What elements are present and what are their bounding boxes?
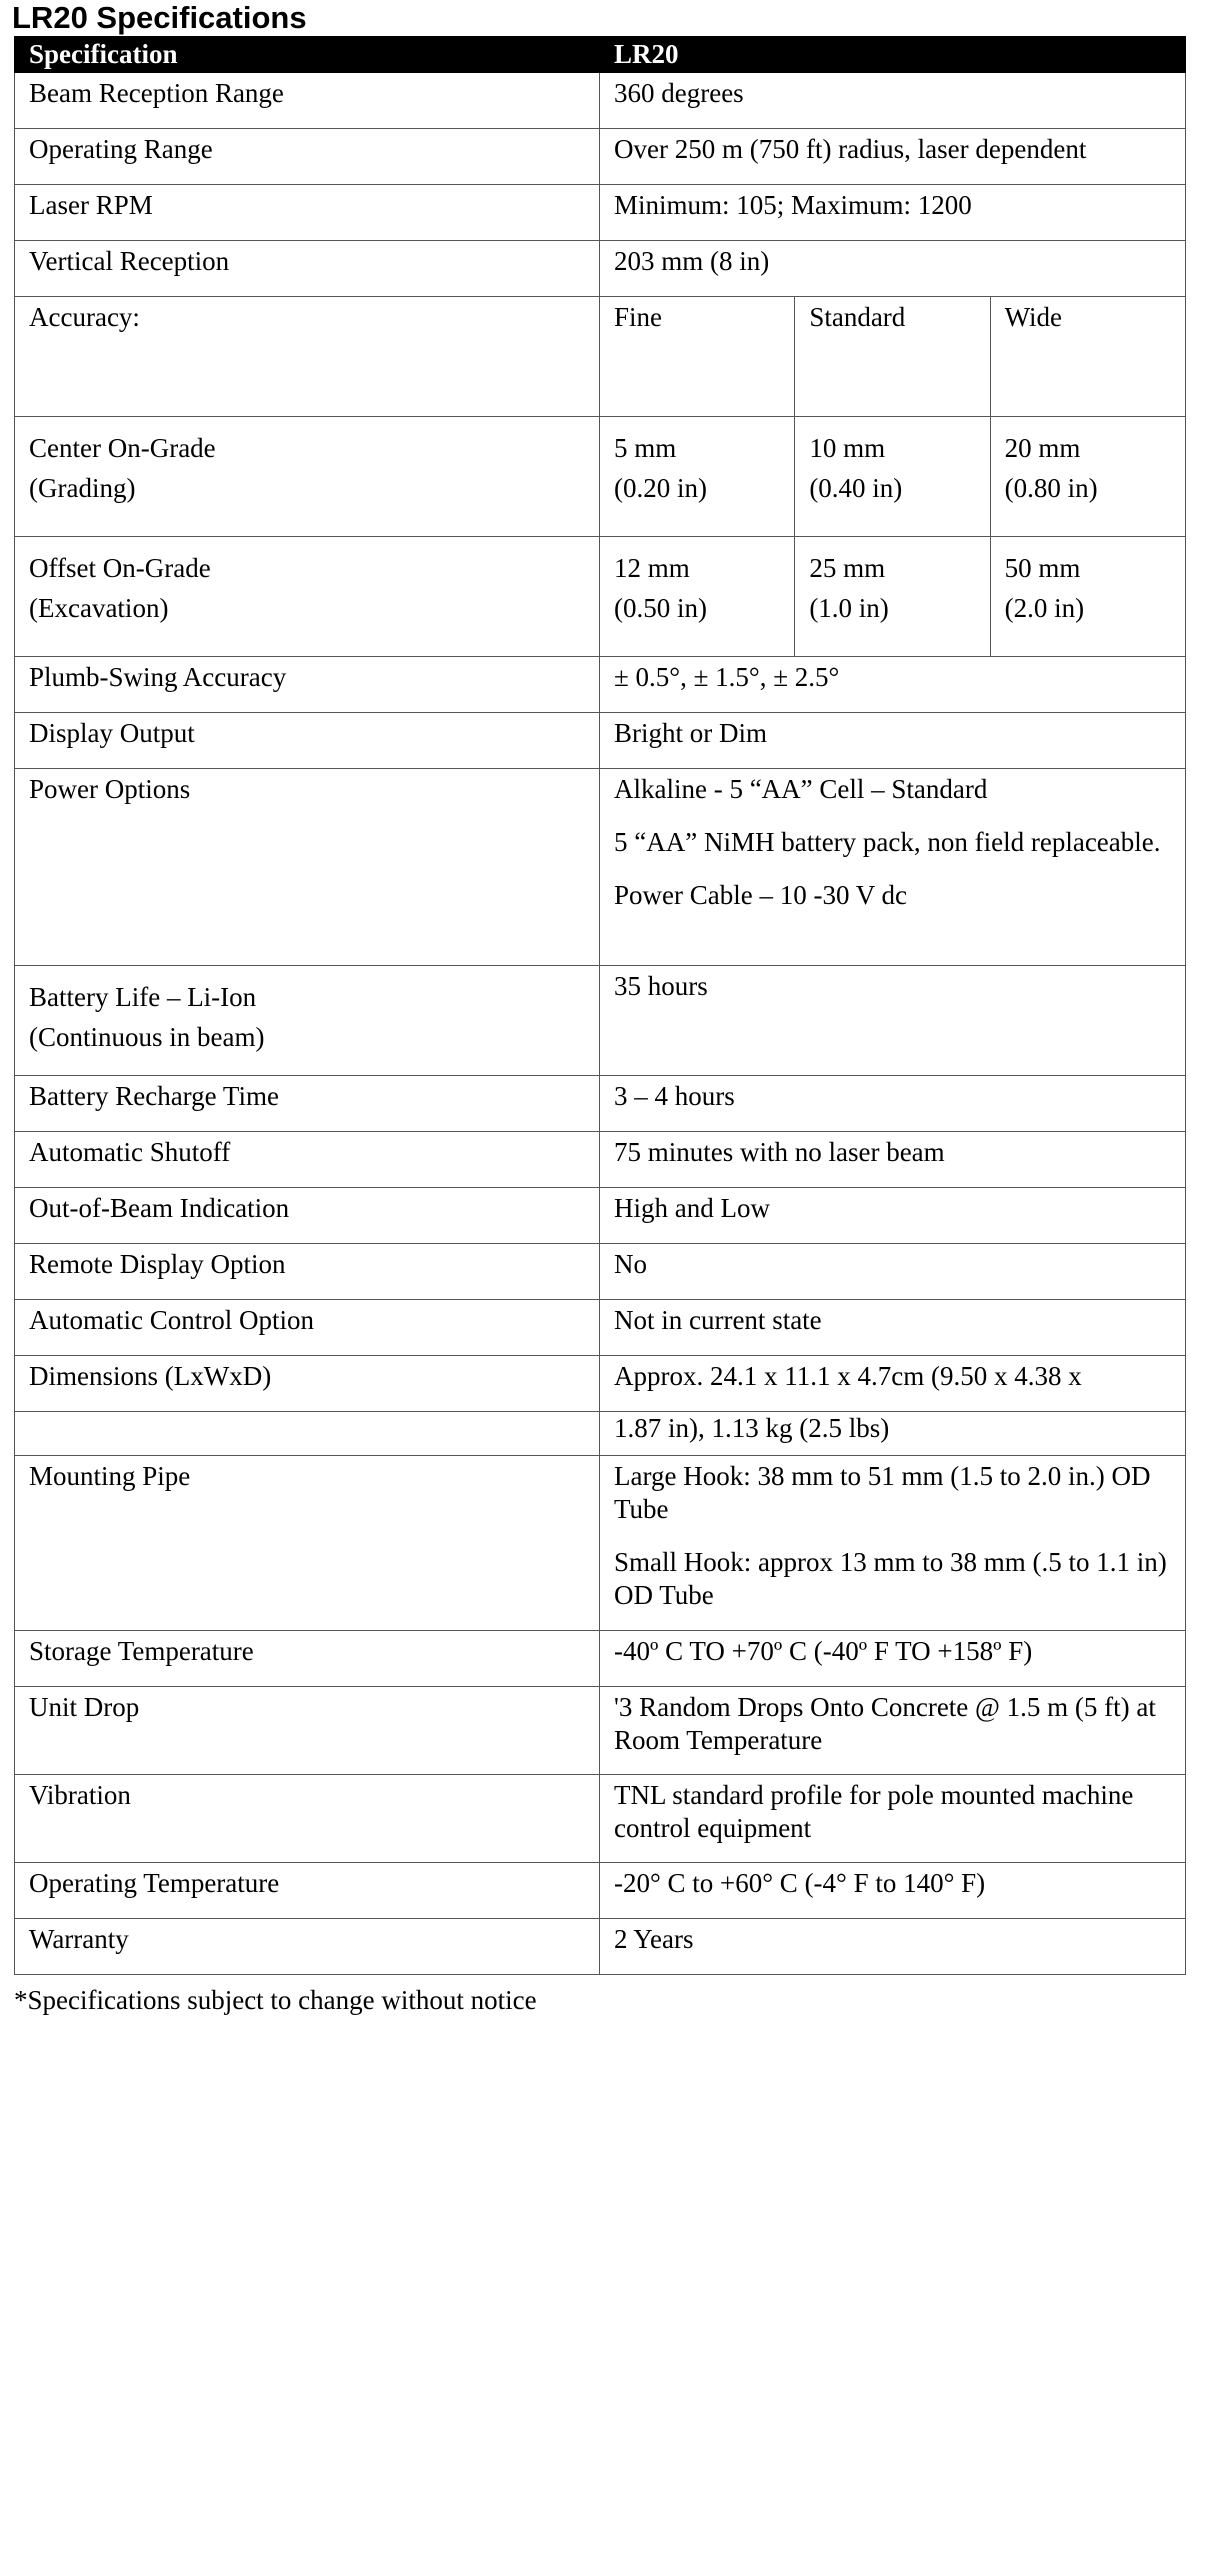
row-label: Accuracy: xyxy=(15,297,600,417)
value-paragraph: Alkaline - 5 “AA” Cell – Standard xyxy=(613,774,988,804)
table-row xyxy=(15,1356,1186,1412)
row-value: 360 degrees xyxy=(599,73,1185,129)
row-value: Not in current state xyxy=(599,1300,1185,1356)
header-lr20: LR20 xyxy=(599,37,1185,73)
label-line: Offset On-Grade xyxy=(29,553,211,583)
label-line: Center On-Grade xyxy=(29,433,216,463)
header-specification: Specification xyxy=(15,37,600,73)
row-value: 75 minutes with no laser beam xyxy=(599,1132,1185,1188)
table-row xyxy=(15,73,1186,129)
table-row xyxy=(15,1919,1186,1975)
table-row xyxy=(15,769,1186,966)
row-label: Plumb-Swing Accuracy xyxy=(15,657,600,713)
row-label xyxy=(15,537,600,657)
row-value: 2 Years xyxy=(599,1919,1185,1975)
table-row xyxy=(15,185,1186,241)
offset-standard xyxy=(795,537,990,657)
row-value: High and Low xyxy=(599,1188,1185,1244)
spec-table xyxy=(14,36,1186,1975)
row-label: Operating Range xyxy=(15,129,600,185)
row-value: 1.87 in), 1.13 kg (2.5 lbs) xyxy=(599,1412,1185,1456)
table-row xyxy=(15,297,1186,417)
row-label: Operating Temperature xyxy=(15,1863,600,1919)
value-line: 25 mm xyxy=(809,553,886,583)
accuracy-fine: Fine xyxy=(599,297,794,417)
table-row xyxy=(15,537,1186,657)
value-line: 12 mm xyxy=(613,553,690,583)
row-value: Minimum: 105; Maximum: 1200 xyxy=(599,185,1185,241)
page-title: LR20 Specifications xyxy=(12,0,307,35)
accuracy-standard: Standard xyxy=(795,297,990,417)
value-line: (1.0 in) xyxy=(809,593,889,623)
table-row xyxy=(15,1687,1186,1775)
row-label: Automatic Shutoff xyxy=(15,1132,600,1188)
table-row xyxy=(15,417,1186,537)
row-value: 203 mm (8 in) xyxy=(599,241,1185,297)
center-fine xyxy=(599,417,794,537)
row-label: Vertical Reception xyxy=(15,241,600,297)
table-row xyxy=(15,1076,1186,1132)
row-value: No xyxy=(599,1244,1185,1300)
row-label xyxy=(15,417,600,537)
table-row xyxy=(15,1188,1186,1244)
table-row xyxy=(15,1244,1186,1300)
row-label xyxy=(15,966,600,1076)
row-value: -40º C TO +70º C (-40º F TO +158º F) xyxy=(599,1631,1185,1687)
row-value: -20° C to +60° C (-4° F to 140° F) xyxy=(599,1863,1185,1919)
row-value: 35 hours xyxy=(599,966,1185,1076)
row-label: Mounting Pipe xyxy=(15,1456,600,1631)
value-line: (2.0 in) xyxy=(1004,593,1085,623)
value-line: (0.20 in) xyxy=(613,473,707,503)
row-label: Storage Temperature xyxy=(15,1631,600,1687)
value-line: (0.80 in) xyxy=(1004,473,1098,503)
row-value: ± 0.5°, ± 1.5°, ± 2.5° xyxy=(599,657,1185,713)
row-value: Bright or Dim xyxy=(599,713,1185,769)
value-line: 5 mm xyxy=(613,433,677,463)
footnote: *Specifications subject to change without notice xyxy=(14,1985,537,2015)
label-line: (Grading) xyxy=(29,473,136,503)
row-value: Over 250 m (750 ft) radius, laser dependent xyxy=(599,129,1185,185)
row-label: Battery Recharge Time xyxy=(15,1076,600,1132)
value-line: 50 mm xyxy=(1004,553,1081,583)
table-row xyxy=(15,1132,1186,1188)
label-line: (Continuous in beam) xyxy=(29,1022,265,1052)
value-line: (0.50 in) xyxy=(613,593,707,623)
label-line: (Excavation) xyxy=(29,593,169,623)
table-row xyxy=(15,241,1186,297)
offset-fine xyxy=(599,537,794,657)
row-label: Dimensions (LxWxD) xyxy=(15,1356,600,1412)
row-label: Unit Drop xyxy=(15,1687,600,1775)
row-label: Out-of-Beam Indication xyxy=(15,1188,600,1244)
row-value xyxy=(599,769,1185,966)
table-row xyxy=(15,1300,1186,1356)
row-label: Warranty xyxy=(15,1919,600,1975)
table-row xyxy=(15,1863,1186,1919)
row-label: Laser RPM xyxy=(15,185,600,241)
row-label: Display Output xyxy=(15,713,600,769)
table-row xyxy=(15,129,1186,185)
accuracy-wide: Wide xyxy=(990,297,1185,417)
row-label: Remote Display Option xyxy=(15,1244,600,1300)
value-paragraph: Small Hook: approx 13 mm to 38 mm (.5 to 1.1 in) OD Tube xyxy=(613,1547,1167,1610)
table-row xyxy=(15,1456,1186,1631)
table-row xyxy=(15,1631,1186,1687)
table-row xyxy=(15,1412,1186,1456)
value-paragraph: 5 “AA” NiMH battery pack, non field replaceable. xyxy=(613,827,1161,857)
row-value xyxy=(599,1456,1185,1631)
table-row xyxy=(15,966,1186,1076)
table-row xyxy=(15,657,1186,713)
table-row xyxy=(15,713,1186,769)
row-value: Approx. 24.1 x 11.1 x 4.7cm (9.50 x 4.38 x xyxy=(599,1356,1185,1412)
row-label-empty xyxy=(15,1412,600,1456)
center-standard xyxy=(795,417,990,537)
value-line: 10 mm xyxy=(809,433,886,463)
row-value: 3 – 4 hours xyxy=(599,1076,1185,1132)
row-label: Automatic Control Option xyxy=(15,1300,600,1356)
table-row xyxy=(15,1775,1186,1863)
value-line: (0.40 in) xyxy=(809,473,903,503)
offset-wide xyxy=(990,537,1185,657)
row-label: Vibration xyxy=(15,1775,600,1863)
value-line: 20 mm xyxy=(1004,433,1081,463)
row-value: TNL standard profile for pole mounted machine control equipment xyxy=(599,1775,1185,1863)
value-paragraph: Large Hook: 38 mm to 51 mm (1.5 to 2.0 in.) OD Tube xyxy=(613,1461,1151,1524)
row-label: Power Options xyxy=(15,769,600,966)
table-header-row xyxy=(15,37,1186,73)
row-label: Beam Reception Range xyxy=(15,73,600,129)
label-line: Battery Life – Li-Ion xyxy=(29,982,257,1012)
row-value: '3 Random Drops Onto Concrete @ 1.5 m (5 ft) at Room Temperature xyxy=(599,1687,1185,1775)
spec-document xyxy=(12,0,1197,2016)
value-paragraph: Power Cable – 10 -30 V dc xyxy=(613,880,907,910)
center-wide xyxy=(990,417,1185,537)
